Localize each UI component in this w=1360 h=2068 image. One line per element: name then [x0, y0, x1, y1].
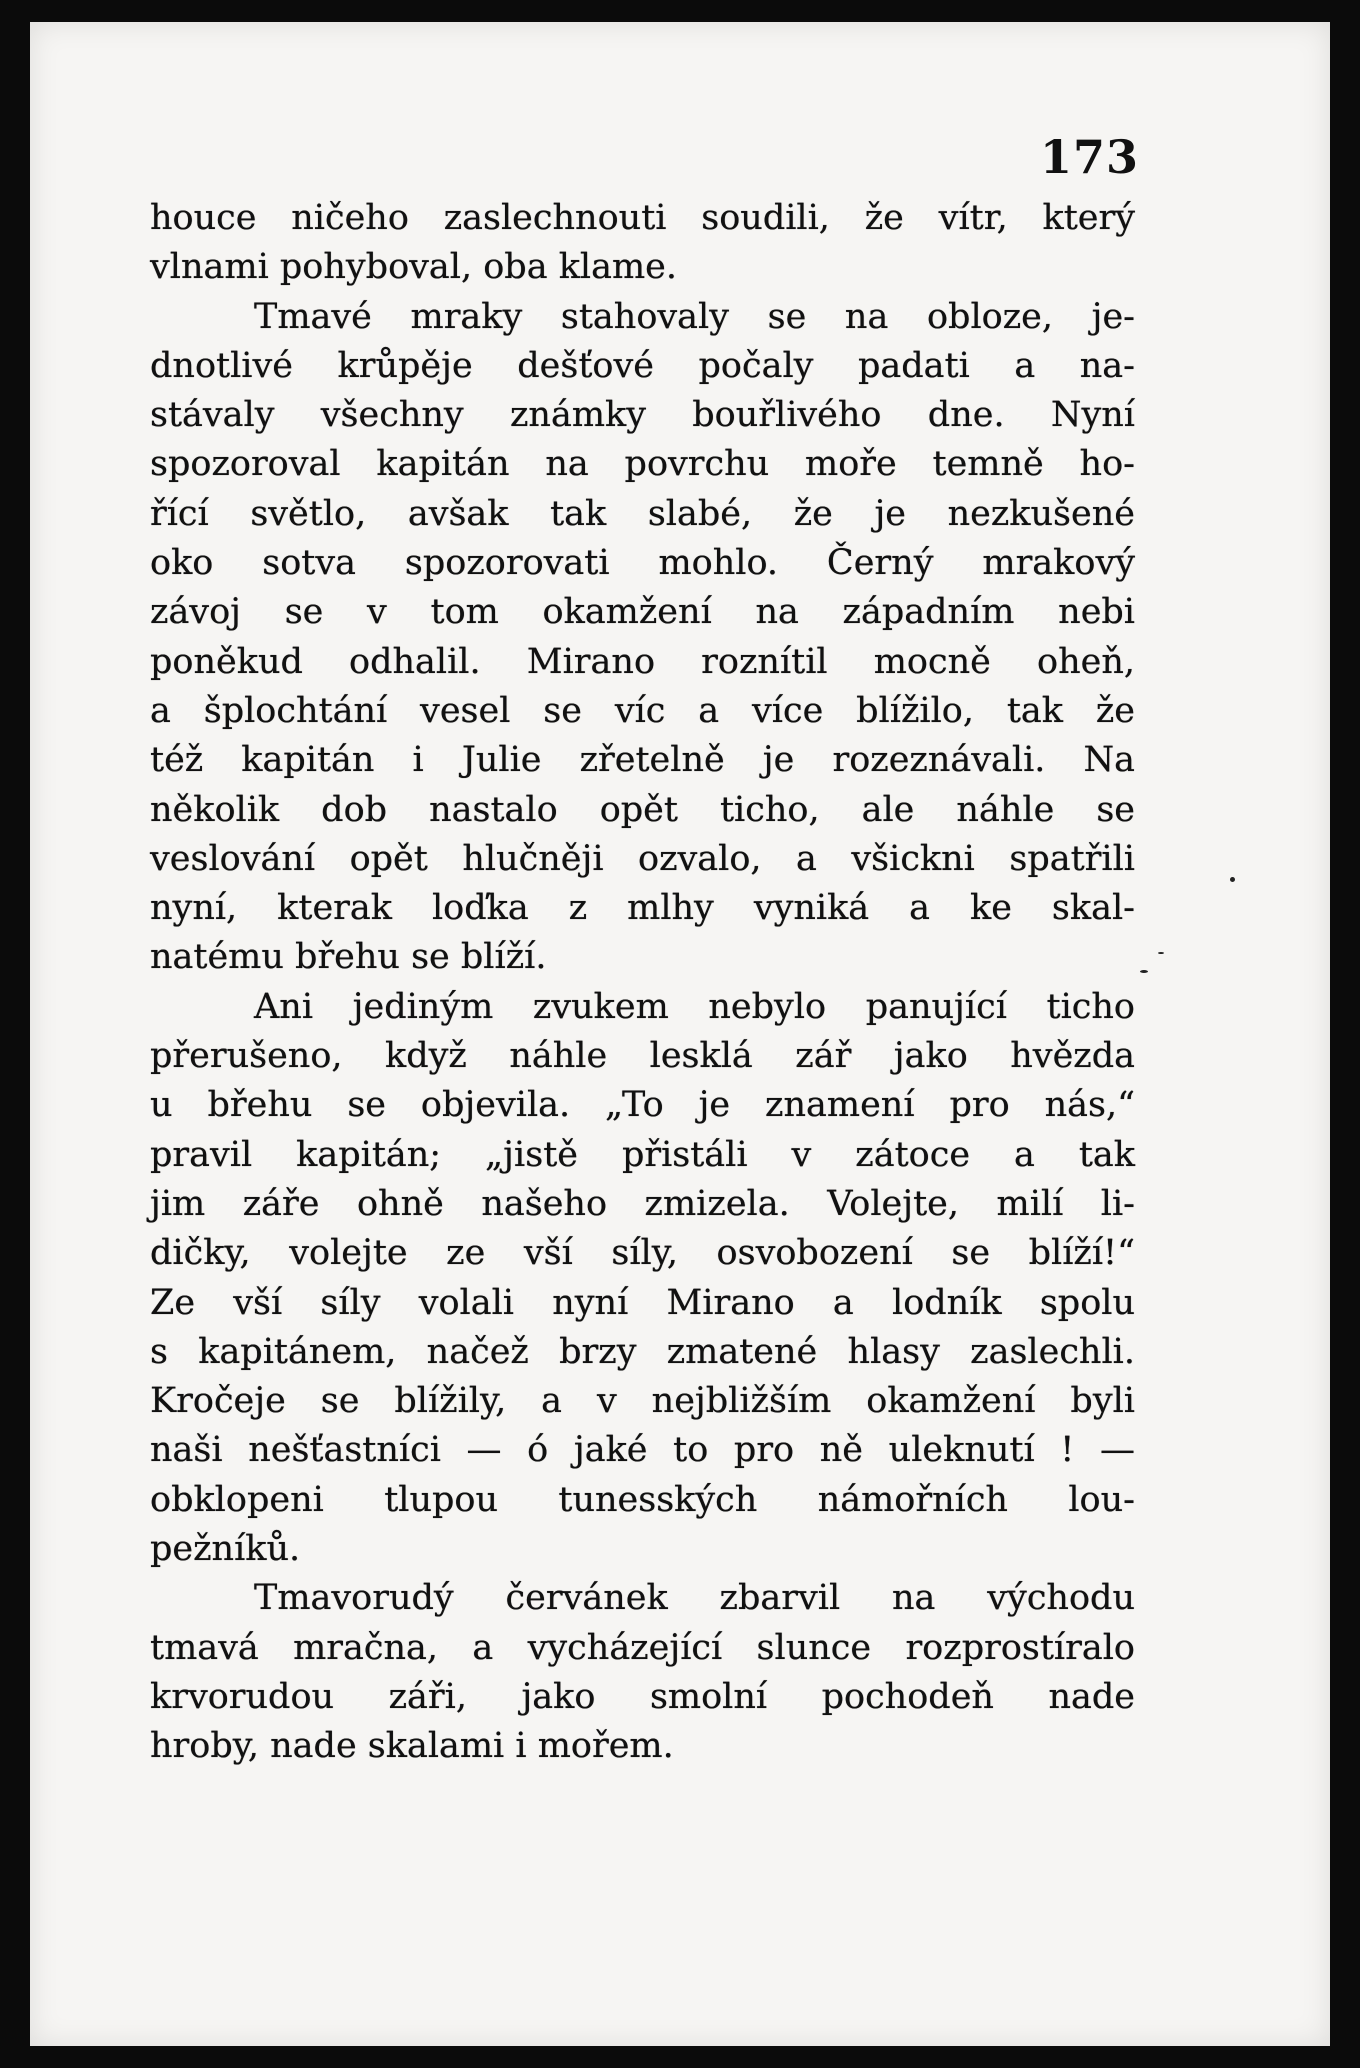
body-text — [150, 194, 1135, 1772]
text-line: poněkud odhalil. Mirano roznítil mocně oheň, — [150, 641, 1135, 682]
speck — [1230, 877, 1235, 882]
text-line: houce ničeho zaslechnouti soudili, že vítr, který — [150, 198, 1135, 238]
speck — [1140, 970, 1148, 973]
text-line: Tmavorudý červánek zbarvil na východu — [254, 1578, 1135, 1619]
paper-sheet — [30, 22, 1330, 2046]
text-line: jim záře ohně našeho zmizela. Volejte, milí li- — [150, 1183, 1135, 1224]
text-line: hroby, nade skalami i mořem. — [150, 1726, 674, 1767]
text-line: závoj se v tom okamžení na západním nebi — [150, 592, 1135, 633]
text-line: Kročeje se blížily, a v nejbližším okamžení byli — [150, 1381, 1135, 1422]
text-line: Ani jediným zvukem nebylo panující ticho — [254, 986, 1135, 1027]
text-line: dnotlivé krůpěje dešťové počaly padati a na- — [150, 345, 1135, 386]
text-line: Ze vší síly volali nyní Mirano a lodník spolu — [150, 1282, 1135, 1323]
text-line: nyní, kterak loďka z mlhy vyniká a ke skal- — [150, 888, 1135, 929]
text-line: stávaly všechny známky bouřlivého dne. Nyní — [150, 395, 1135, 436]
text-line: vlnami pohyboval, oba klame. — [150, 247, 677, 288]
text-line: u břehu se objevila. „To je znamení pro nás,“ — [150, 1085, 1135, 1126]
text-line: přerušeno, když náhle lesklá zář jako hvězda — [150, 1036, 1135, 1077]
page-number: 173 — [1040, 130, 1140, 184]
text-line: Tmavé mraky stahovaly se na obloze, je- — [254, 296, 1135, 337]
text-line: pežníků. — [150, 1529, 301, 1570]
text-line: krvorudou záři, jako smolní pochodeň nade — [150, 1676, 1135, 1717]
speck — [1158, 952, 1164, 954]
text-line: též kapitán i Julie zřetelně je rozeznávali. Na — [150, 740, 1135, 781]
text-line: natému břehu se blíží. — [150, 937, 547, 978]
text-line: s kapitánem, načež brzy zmatené hlasy zaslechli. — [150, 1331, 1135, 1372]
text-line: oko sotva spozorovati mohlo. Černý mrakový — [150, 543, 1135, 584]
text-line: veslování opět hlučněji ozvalo, a všickni spatřili — [150, 838, 1135, 879]
text-line: řící světlo, avšak tak slabé, že je nezkušené — [150, 493, 1135, 534]
text-line: pravil kapitán; „jistě přistáli v zátoce a tak — [150, 1134, 1135, 1175]
text-line: dičky, volejte ze vší síly, osvobození se blíží!“ — [150, 1233, 1135, 1274]
text-line: tmavá mračna, a vycházející slunce rozprostíralo — [150, 1627, 1135, 1668]
text-line: několik dob nastalo opět ticho, ale náhle se — [150, 789, 1135, 830]
text-line: spozoroval kapitán na povrchu moře temně ho- — [150, 444, 1135, 485]
text-line: a šplochtání vesel se víc a více blížilo, tak že — [150, 690, 1135, 731]
text-line: obklopeni tlupou tunesských námořních lou- — [150, 1479, 1135, 1520]
text-line: naši nešťastníci — ó jaké to pro ně uleknutí ! — — [150, 1430, 1135, 1471]
